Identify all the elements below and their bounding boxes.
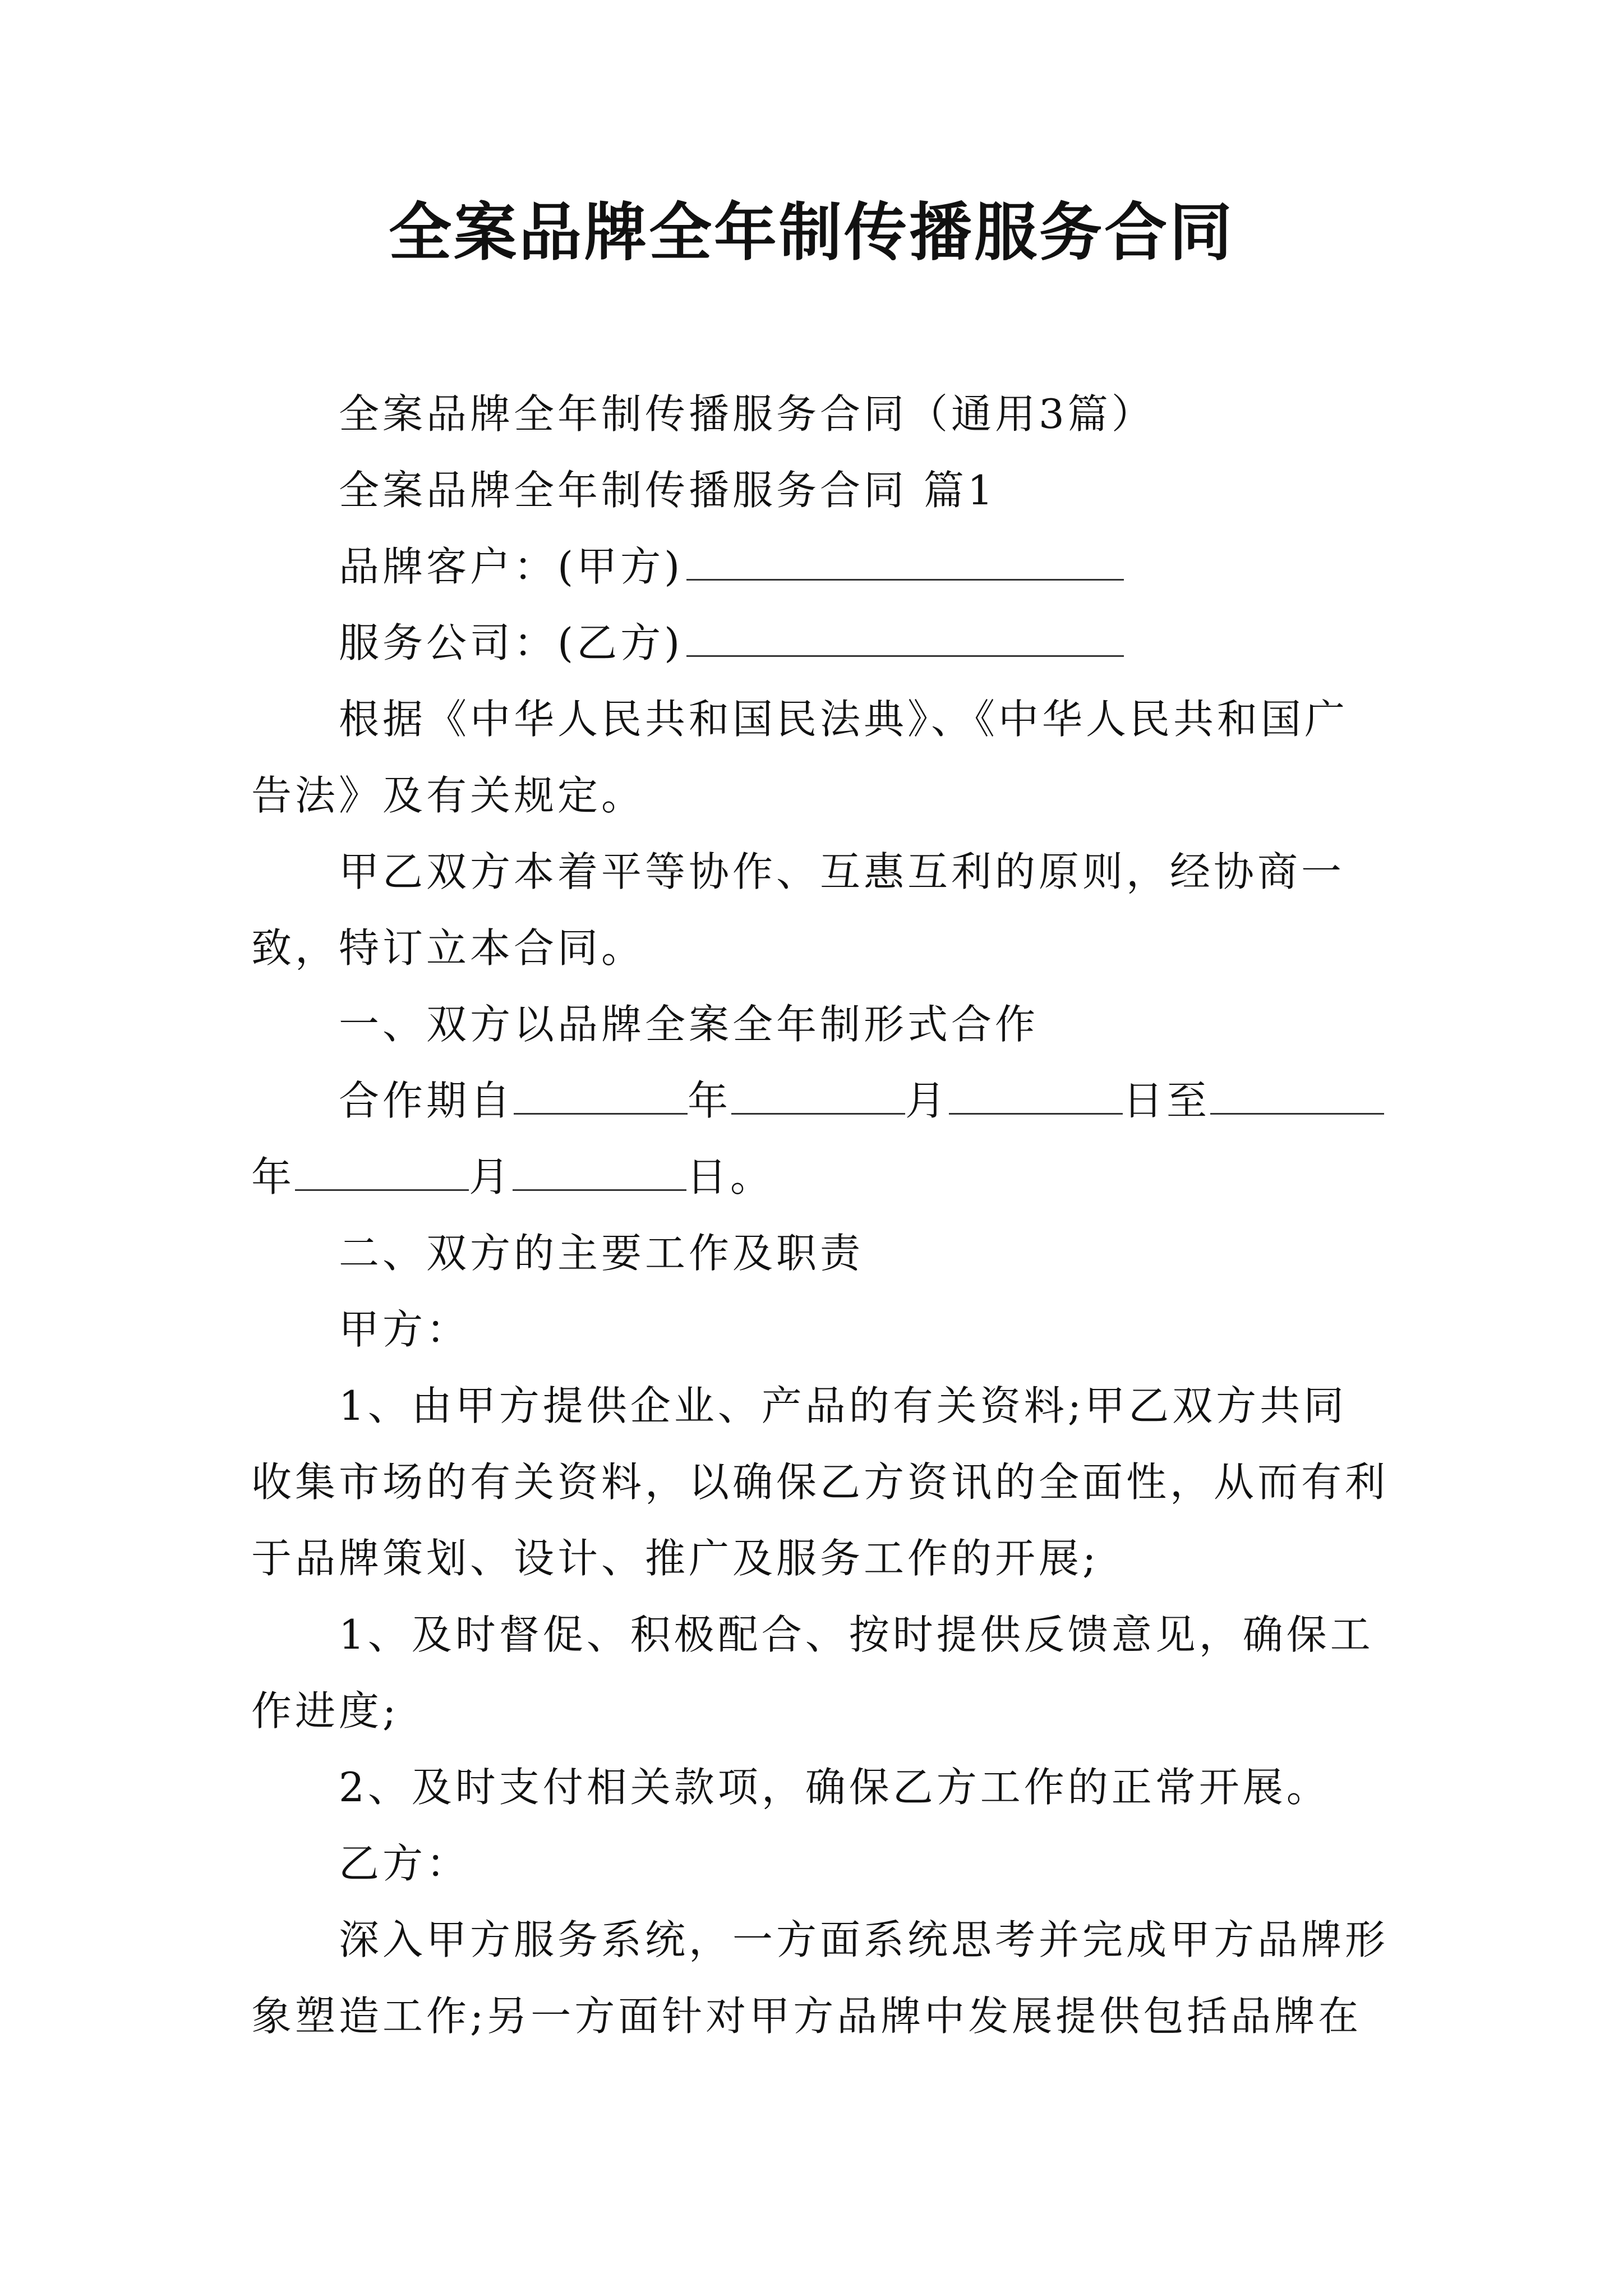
start-year-blank[interactable] <box>514 1079 688 1115</box>
party-a-label: 品牌客户：(甲方) <box>339 543 684 590</box>
party-a-item-1: 1、由甲方提供企业、产品的有关资料;甲乙双方共同收集市场的有关资料，以确保乙方资讯的全面性，从而有利于品牌策划、设计、推广及服务工作的开展; <box>251 1382 1389 1582</box>
end-day-blank[interactable] <box>513 1156 686 1191</box>
end-year-blank[interactable] <box>1210 1079 1384 1115</box>
period-day-to: 日至 <box>1123 1077 1211 1124</box>
party-a-heading: 甲方： <box>339 1306 471 1353</box>
section-1-heading: 一、双方以品牌全案全年制形式合作 <box>339 1001 1039 1048</box>
part-heading: 全案品牌全年制传播服务合同 篇1 <box>339 467 997 514</box>
period-day-end: 日。 <box>686 1153 774 1200</box>
document-body <box>251 376 1390 2054</box>
end-month-blank[interactable] <box>295 1156 469 1191</box>
party-a-item-3: 2、及时支付相关款项，确保乙方工作的正常开展。 <box>339 1764 1330 1811</box>
party-a-item-2: 1、及时督促、积极配合、按时提供反馈意见，确保工作进度; <box>251 1611 1374 1734</box>
start-day-blank[interactable] <box>949 1079 1123 1115</box>
subtitle: 全案品牌全年制传播服务合同（通用3篇） <box>339 390 1155 438</box>
party-b-paragraph: 深入甲方服务系统，一方面系统思考并完成甲方品牌形象塑造工作;另一方面针对甲方品牌中发展提供包括品牌在 <box>251 1916 1389 2040</box>
period-year: 年 <box>688 1077 732 1124</box>
party-b-heading: 乙方： <box>339 1840 471 1887</box>
principle-paragraph: 甲乙双方本着平等协作、互惠互利的原则，经协商一致，特订立本合同。 <box>251 848 1345 972</box>
basis-paragraph: 根据《中华人民共和国民法典》、《中华人民共和国广告法》及有关规定。 <box>251 696 1349 819</box>
party-a-line <box>251 528 1390 605</box>
period-month-2: 月 <box>469 1153 513 1200</box>
document-title: 全案品牌全年制传播服务合同 <box>389 196 1234 269</box>
start-month-blank[interactable] <box>731 1079 905 1115</box>
period-prefix: 合作期自 <box>339 1077 514 1124</box>
party-b-label: 服务公司：(乙方) <box>339 619 684 666</box>
section-2-heading: 二、双方的主要工作及职责 <box>339 1230 864 1277</box>
period-month: 月 <box>905 1077 949 1124</box>
party-b-blank[interactable] <box>686 622 1124 657</box>
cooperation-period <box>251 1062 1390 1215</box>
party-a-blank[interactable] <box>686 545 1124 581</box>
period-year-2: 年 <box>251 1153 296 1200</box>
party-b-line <box>251 605 1390 681</box>
